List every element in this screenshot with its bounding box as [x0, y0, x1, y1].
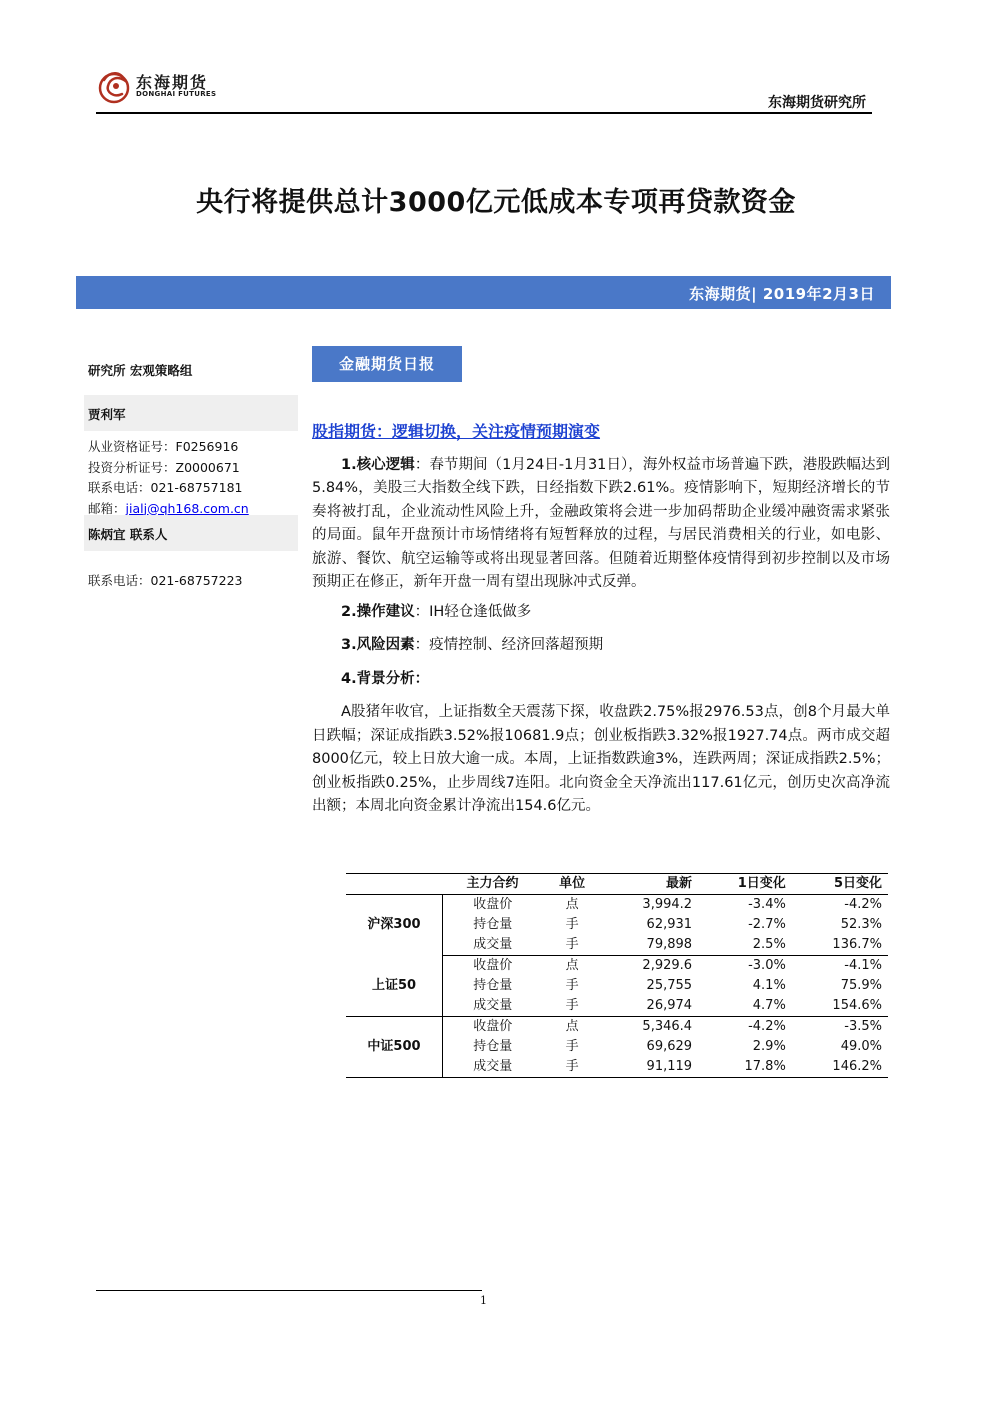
operation-advice-text: ：IH轻仓逢低做多 [414, 603, 532, 620]
table-row [346, 956, 888, 977]
date-banner-text: 东海期货| 2019年2月3日 [689, 285, 875, 303]
metric-cell: 收盘价 [473, 958, 513, 973]
operation-advice-label: 2.操作建议 [341, 603, 415, 620]
change-1d-cell: 17.8% [698, 1057, 792, 1078]
metric-cell: 成交量 [443, 935, 543, 956]
metric-cell: 持仓量 [473, 978, 513, 993]
report-title: 央行将提供总计3000亿元低成本专项再贷款资金 [196, 187, 796, 218]
page-number: 1 [480, 1294, 487, 1307]
latest-cell: 91,119 [602, 1057, 698, 1078]
unit-cell: 手 [565, 1039, 579, 1054]
contract-name: 沪深300 [346, 895, 443, 956]
header-cell: 最新 [602, 874, 698, 895]
contact-box [84, 515, 298, 551]
change-1d-cell: 2.9% [752, 1039, 786, 1054]
background-label: 4.背景分析： [341, 670, 430, 687]
table-row [346, 895, 888, 916]
change-1d-cell: 4.1% [752, 978, 786, 993]
section-tag: 金融期货日报 [312, 346, 462, 382]
qualification-number: 从业资格证号：F0256916 [88, 439, 239, 454]
header-cell: 1日变化 [698, 874, 792, 895]
latest-cell: 79,898 [602, 935, 698, 956]
contract-name: 上证50 [346, 956, 443, 1017]
metric-cell: 成交量 [443, 996, 543, 1017]
analyst-phone: 联系电话：021-68757181 [88, 480, 243, 495]
analyst-name: 贾利军 [88, 407, 126, 422]
header-org: 东海期货研究所 [768, 95, 866, 111]
change-1d-cell: -4.2% [748, 1019, 786, 1034]
unit-cell: 手 [542, 935, 601, 956]
metric-cell: 成交量 [443, 1057, 543, 1078]
unit-cell: 手 [542, 996, 601, 1017]
analyst-box [84, 395, 298, 431]
change-1d-cell: 4.7% [698, 996, 792, 1017]
logo-english-text: DONGHAI FUTURES [136, 90, 217, 98]
futures-table [346, 873, 888, 1078]
latest-cell: 26,974 [602, 996, 698, 1017]
risk-factors [312, 634, 890, 658]
core-logic-label: 1.核心逻辑 [341, 456, 415, 473]
header-cell: 5日变化 [792, 874, 888, 895]
analysis-cert-number: 投资分析证号：Z0000671 [88, 459, 240, 475]
change-5d-cell: 154.6% [792, 996, 888, 1017]
unit-cell: 点 [565, 1019, 579, 1034]
logo-text: 东海期货 [136, 73, 209, 92]
data-table [346, 873, 888, 1078]
latest-cell: 3,994.2 [642, 897, 693, 912]
unit-cell: 手 [565, 917, 579, 932]
donghai-logo-icon [96, 66, 132, 106]
change-5d-cell: 52.3% [840, 917, 882, 932]
table-header-row [346, 874, 888, 895]
latest-cell: 69,629 [646, 1039, 693, 1054]
date-banner [76, 276, 891, 309]
header-cell [346, 874, 443, 895]
metric-cell: 持仓量 [473, 917, 513, 932]
operation-advice [312, 601, 890, 625]
change-5d-cell: -3.5% [844, 1019, 882, 1034]
contact-phone: 联系电话：021-68757223 [88, 573, 243, 588]
metric-cell: 收盘价 [473, 897, 513, 912]
contact-name: 陈炳宜 联系人 [88, 527, 168, 542]
change-5d-cell: 136.7% [792, 935, 888, 956]
email-link[interactable]: jialj@qh168.com.cn [125, 500, 249, 516]
change-1d-cell: -3.4% [748, 897, 786, 912]
change-5d-cell: 75.9% [840, 978, 882, 993]
risk-factors-label: 3.风险因素 [341, 637, 415, 653]
change-5d-cell: -4.1% [844, 958, 882, 973]
department-label: 研究所 宏观策略组 [88, 363, 193, 378]
risk-factors-text: ：疫情控制、经济回落超预期 [414, 637, 604, 653]
metric-cell: 持仓量 [473, 1039, 513, 1054]
change-5d-cell: 49.0% [840, 1039, 882, 1054]
change-1d-cell: -2.7% [748, 917, 786, 932]
core-logic-text: ：春节期间（1月24日-1月31日），海外权益市场普遍下跌，港股跌幅达到5.84%，美股三大指数全线下跌，日经指数下跌2.61%。疫情影响下，短期经济增长的节奏将被打乱，企业流动性风险上升，金融政策将会进一步加码帮助企业缓冲融资需求紧张的局面。鼠年开盘预计市场情绪将有短暂释放的过程，与居民消费相关的行业，如电影、旅游、餐饮、航空运输等或将出现显著回落。但随着近期整体疫情得到初步控制以及市场预期正在修正，新年开盘一周有望出现脉冲式反弹。 [312, 456, 890, 590]
core-logic-paragraph [312, 454, 890, 595]
contract-name: 中证500 [346, 1017, 443, 1078]
header-cell: 单位 [542, 874, 601, 895]
change-1d-cell: -3.0% [748, 958, 786, 973]
unit-cell: 手 [565, 978, 579, 993]
table-row [346, 1017, 888, 1038]
background-analysis-heading [312, 668, 890, 692]
section-subtitle[interactable]: 股指期货：逻辑切换，关注疫情预期演变 [312, 422, 601, 441]
change-5d-cell: 146.2% [792, 1057, 888, 1078]
report-content [312, 420, 890, 825]
unit-cell: 点 [565, 897, 579, 912]
company-logo [96, 64, 236, 108]
unit-cell: 点 [565, 958, 579, 973]
analyst-details [88, 437, 249, 519]
footer-divider [96, 1290, 482, 1291]
latest-cell: 2,929.6 [642, 958, 693, 973]
latest-cell: 62,931 [646, 917, 693, 932]
latest-cell: 25,755 [646, 978, 693, 993]
change-5d-cell: -4.2% [844, 897, 882, 912]
background-paragraph: A股猪年收官，上证指数全天震荡下探，收盘跌2.75%报2976.53点，创8个月最大单日跌幅；深证成指跌3.52%报10681.9点；创业板指跌3.32%报1927.74点。两市成交超8000亿元，较上日放大逾一成。本周，上证指数跌逾3%，连跌两周；深证成指跌2.5%；创业板指跌0.25%，止步周线7连阳。北向资金全天净流出117.61亿元，创历史次高净流出额；本周北向资金累计净流出154.6亿元。 [312, 704, 890, 814]
metric-cell: 收盘价 [473, 1019, 513, 1034]
change-1d-cell: 2.5% [698, 935, 792, 956]
email-label: 邮箱： [88, 500, 126, 516]
unit-cell: 手 [542, 1057, 601, 1078]
header-cell: 主力合约 [443, 874, 543, 895]
latest-cell: 5,346.4 [642, 1019, 693, 1034]
header-divider [96, 112, 872, 114]
